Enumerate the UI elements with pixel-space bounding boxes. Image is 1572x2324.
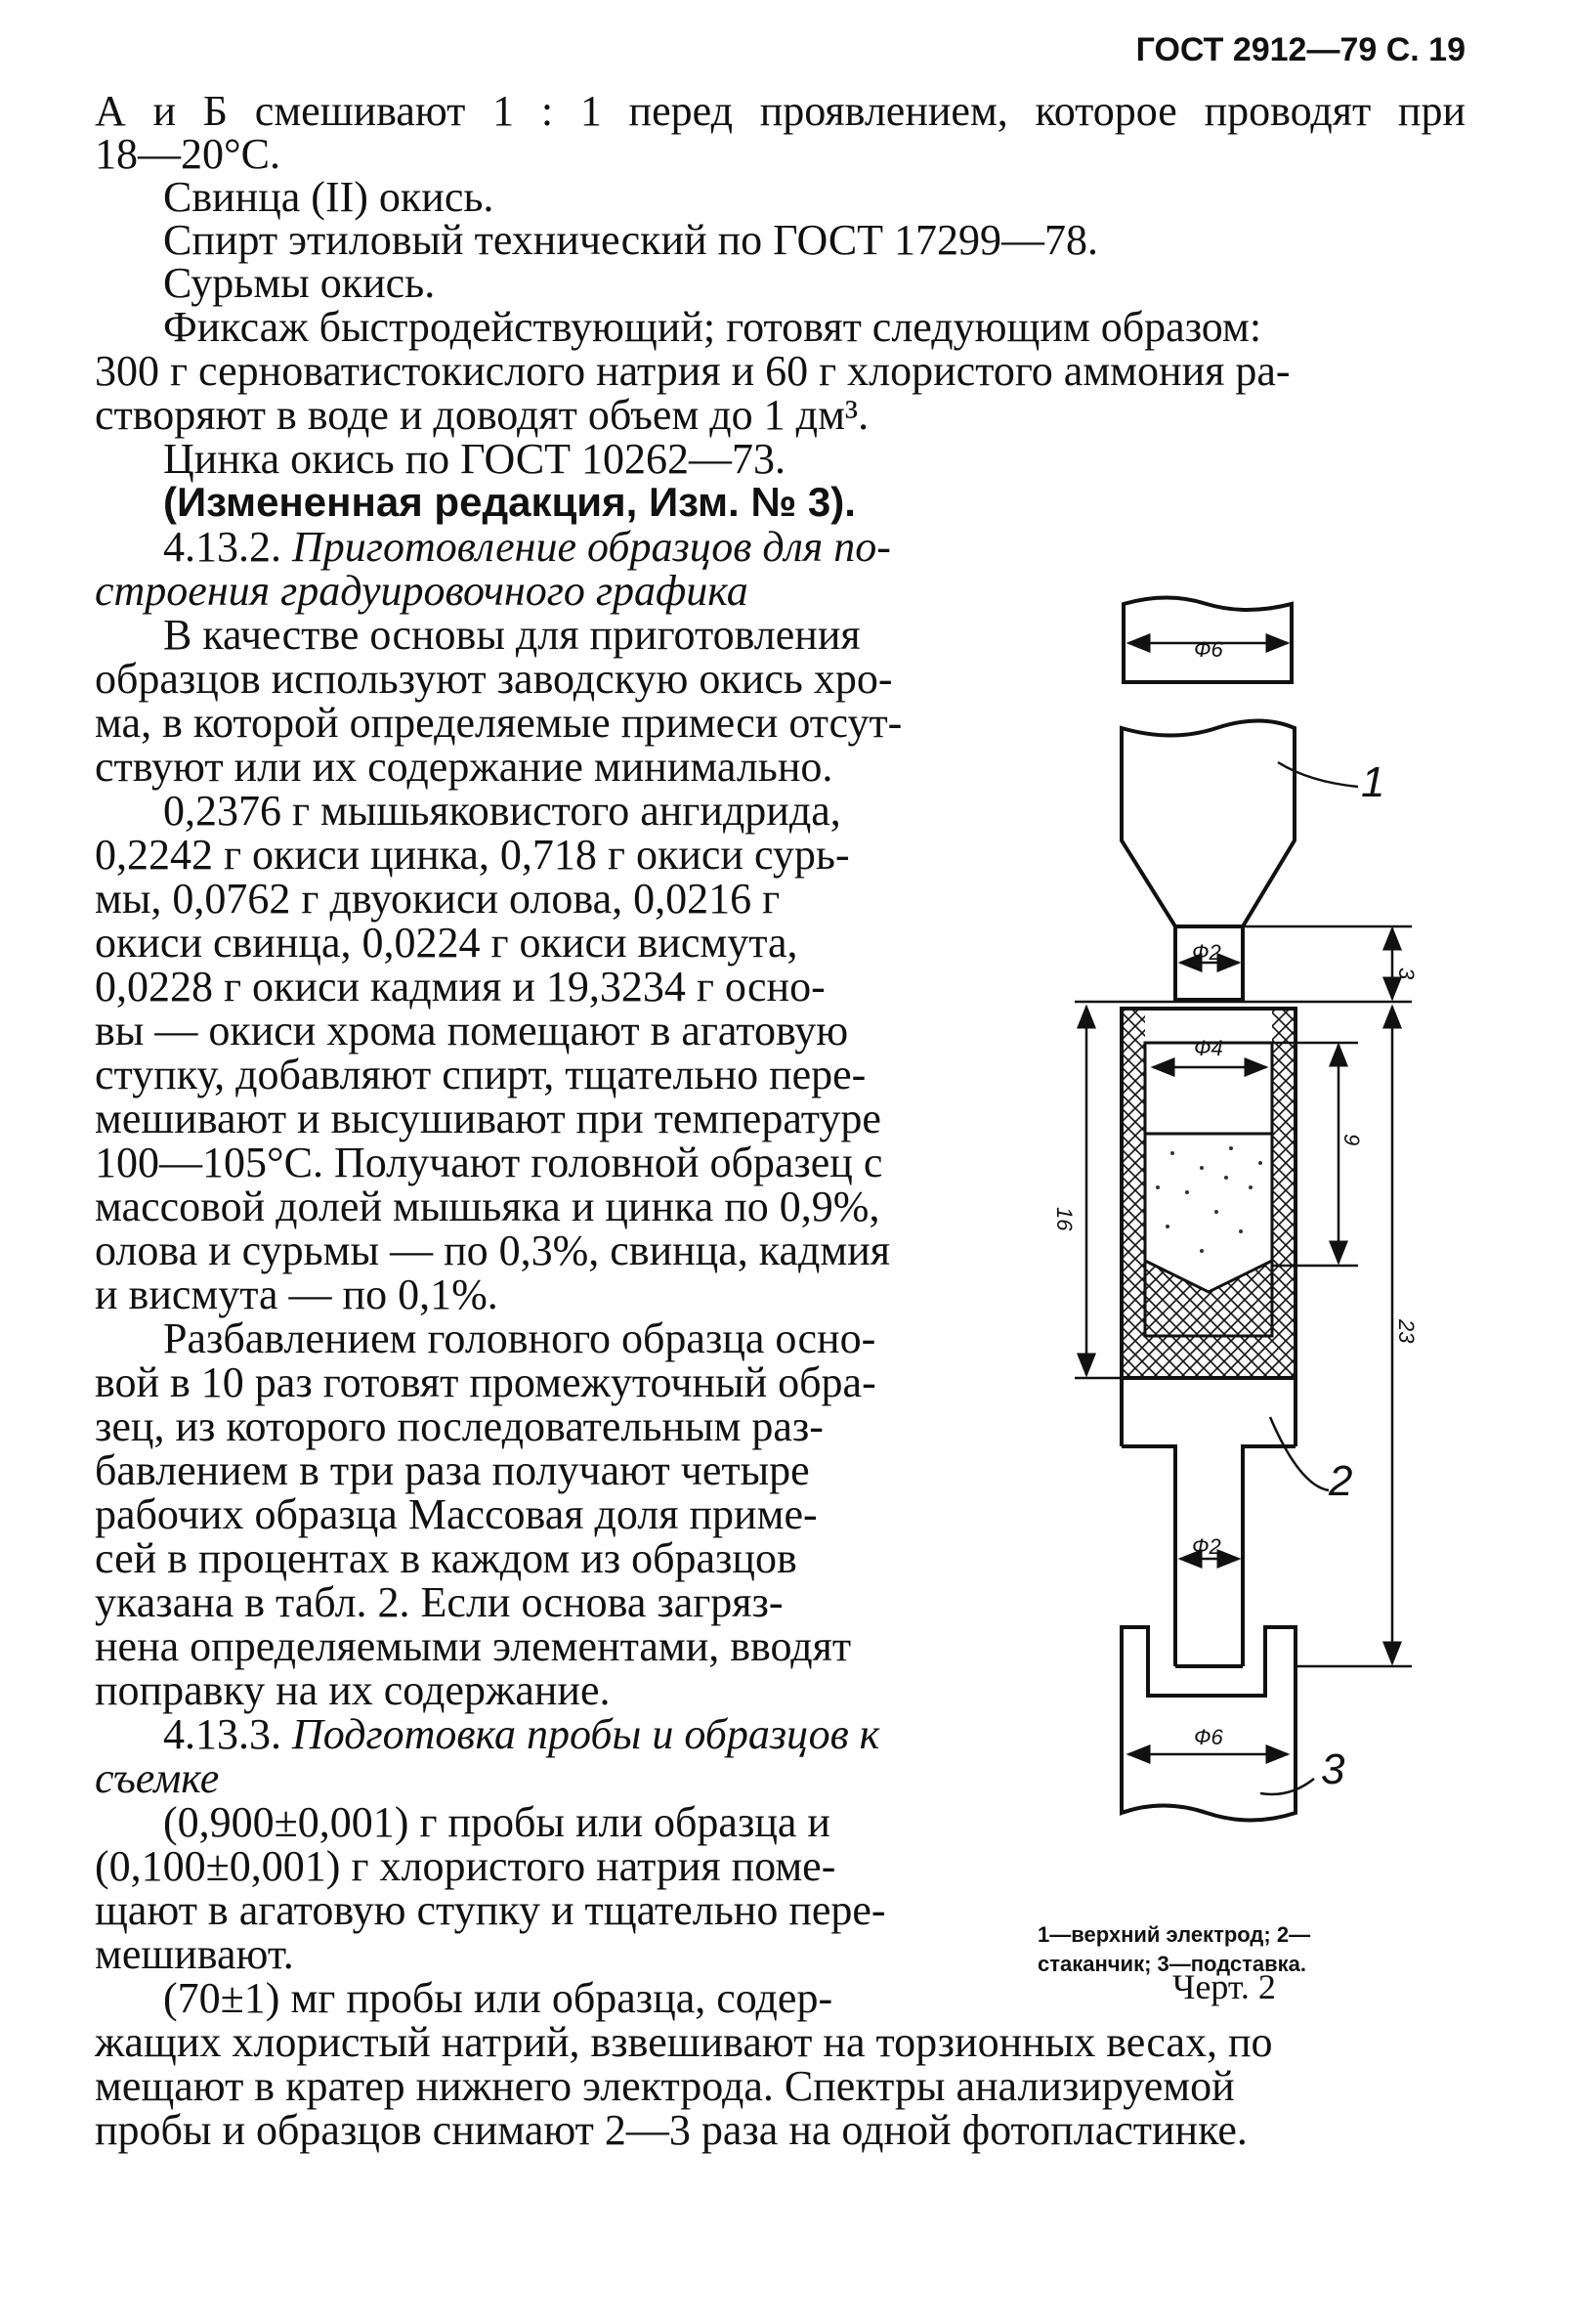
- text-line: 0,2376 г мышьяковистого ангидрида,: [163, 787, 841, 835]
- text-line: (70±1) мг пробы или образца, содер-: [163, 1974, 833, 2022]
- text-line: мешивают.: [95, 1930, 294, 1978]
- text-line: ма, в которой определяемые примеси отсут-: [95, 699, 903, 747]
- dim-label-3: 3: [1394, 968, 1419, 980]
- figure-caption-line: стаканчик; 3—подставка.: [1038, 1952, 1306, 1976]
- text-line: Свинца (II) окись.: [163, 173, 494, 221]
- dim-label-d6-bottom: Ф6: [1194, 1725, 1223, 1749]
- page-header: ГОСТ 2912—79 С. 19: [1135, 31, 1466, 68]
- text-line: В качестве основы для приготовления: [163, 611, 861, 659]
- text-line: Сурьмы окись.: [163, 259, 436, 307]
- section-number: 4.13.3.: [163, 1710, 281, 1758]
- text-line: (0,900±0,001) г пробы или образца и: [163, 1798, 830, 1846]
- text-line: мещают в кратер нижнего электрода. Спектры анализируемой: [95, 2062, 1235, 2110]
- dim-label-d6-top: Ф6: [1194, 637, 1223, 662]
- text-line: 300 г серноватистокислого натрия и 60 г хлористого аммония ра-: [95, 347, 1291, 395]
- text-line: массовой долей мышьяка и цинка по 0,9%,: [95, 1183, 880, 1230]
- text-line: поправку на их содержание.: [95, 1666, 611, 1714]
- text-line: Цинка окись по ГОСТ 10262—73.: [163, 435, 786, 483]
- text-line: и висмута — по 0,1%.: [95, 1270, 498, 1318]
- dim-label-23: 23: [1394, 1319, 1419, 1344]
- dim-label-d2-mid: Ф2: [1192, 1534, 1221, 1559]
- text-line: 0,2242 г окиси цинка, 0,718 г окиси сурь-: [95, 831, 850, 879]
- text-line: бавлением в три раза получают четыре: [95, 1446, 810, 1494]
- amendment-note: (Измененная редакция, Изм. № 3).: [163, 479, 856, 525]
- text-line: вой в 10 раз готовят промежуточный обра-: [95, 1358, 876, 1406]
- text-line: мешивают и высушивают при температуре: [95, 1095, 881, 1142]
- dim-label-d4: Ф4: [1194, 1036, 1223, 1060]
- text-line: ступку, добавляют спирт, тщательно пере-: [95, 1051, 867, 1098]
- section-title-cont: строения градуировочного графика: [95, 567, 748, 615]
- text-line: указана в табл. 2. Если основа загряз-: [95, 1578, 784, 1626]
- text-line: 18—20°С.: [95, 130, 280, 178]
- text-line: сей в процентах в каждом из образцов: [95, 1534, 797, 1582]
- text-line: Разбавлением головного образца осно-: [163, 1314, 876, 1362]
- section-title: Приготовление образцов для по-: [292, 523, 891, 571]
- part-number-3: 3: [1321, 1745, 1345, 1793]
- text-line: пробы и образцов снимают 2—3 раза на одной фотопластинке.: [95, 2106, 1248, 2154]
- section-title-cont: съемке: [95, 1754, 220, 1802]
- text-line: рабочих образца Массовая доля приме-: [95, 1490, 818, 1538]
- dim-label-16: 16: [1052, 1207, 1077, 1231]
- part-number-2: 2: [1329, 1457, 1353, 1505]
- dim-label-9: 9: [1339, 1134, 1364, 1146]
- text-line: окиси свинца, 0,0224 г окиси висмута,: [95, 919, 798, 967]
- part-number-1: 1: [1361, 758, 1385, 806]
- text-line: нена определяемыми элементами, вводят: [95, 1622, 852, 1670]
- upper-electrode: [1122, 721, 1295, 927]
- text-line: (0,100±0,001) г хлористого натрия поме-: [95, 1842, 836, 1890]
- bottom-support: [1122, 1627, 1296, 1821]
- figure-title: Черт. 2: [1172, 1967, 1276, 2006]
- text-line: образцов используют заводскую окись хро-: [95, 655, 893, 703]
- text-line: 100—105°С. Получают головной образец с: [95, 1139, 883, 1186]
- text-line: Спирт этиловый технический по ГОСТ 17299—78.: [163, 216, 1099, 264]
- text-line: щают в агатовую ступку и тщательно пере-: [95, 1886, 886, 1934]
- text-line: жащих хлористый натрий, взвешивают на торзионных весах, по: [95, 2018, 1273, 2066]
- text-line: вы — окиси хрома помещают в агатовую: [95, 1007, 849, 1054]
- section-number: 4.13.2.: [163, 523, 281, 571]
- text-line: зец, из которого последовательным раз-: [95, 1402, 824, 1450]
- section-title: Подготовка пробы и образцов к: [292, 1710, 880, 1758]
- text-line: мы, 0,0762 г двуокиси олова, 0,0216 г: [95, 875, 781, 923]
- text-line: олова и сурьмы — по 0,3%, свинца, кадмия: [95, 1227, 890, 1274]
- text-line: А и Б смешивают 1 : 1 перед проявлением, которое проводят при: [95, 87, 1466, 135]
- text-line: ствуют или их содержание минимально.: [95, 743, 833, 791]
- figure-caption-line: 1—верхний электрод; 2—: [1038, 1922, 1311, 1947]
- text-line: Фиксаж быстродействующий; готовят следующим образом:: [163, 303, 1262, 351]
- text-line: 0,0228 г окиси кадмия и 19,3234 г осно-: [95, 963, 826, 1011]
- text-line: створяют в воде и доводят объем до 1 дм³.: [95, 391, 870, 439]
- dim-label-d2-top: Ф2: [1192, 940, 1221, 965]
